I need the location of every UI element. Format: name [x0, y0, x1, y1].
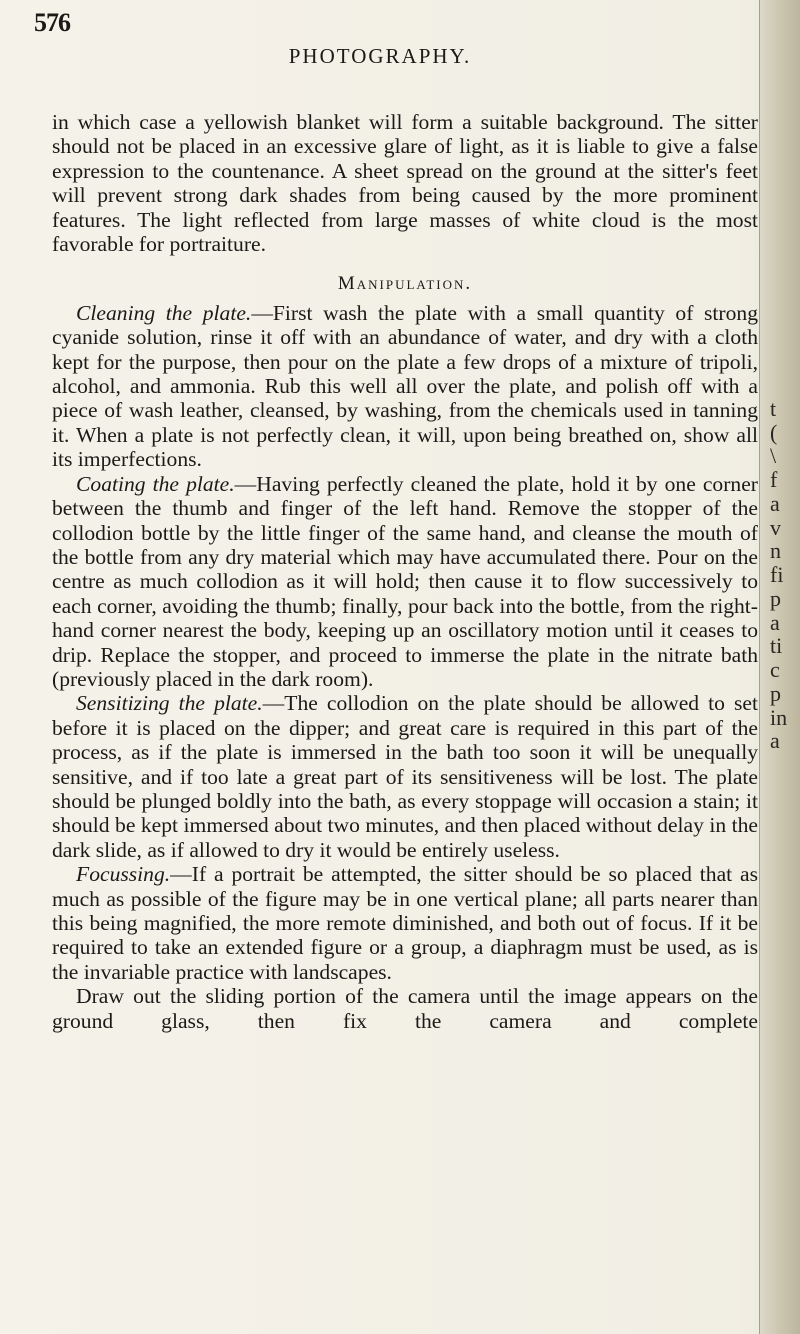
edge-fragment: n	[770, 538, 781, 563]
edge-fragment: ti	[770, 633, 783, 658]
paragraph-draw-out	[52, 984, 758, 1033]
paragraph-sensitizing	[52, 691, 758, 862]
edge-fragment: p	[770, 586, 781, 611]
paragraph-cleaning	[52, 301, 758, 472]
paragraph-lead: Sensitizing the plate.	[76, 691, 263, 716]
edge-fragment: in	[770, 705, 788, 730]
paragraph-lead: Coating the plate.	[76, 471, 235, 496]
paragraph-text: —If a portrait be attempted, the sitter should be so placed that as much as possible of the figure may be in one vertical plane; all parts nearer than this being magnified, the more remote diminished, and both out of focus. If it be required to take an extended figure or a group, a diaphragm must be used, as is the invariable practice with landscapes.	[52, 862, 758, 984]
edge-fragment: c	[770, 657, 780, 682]
paragraph-text: —First wash the plate with a small quantity of strong cyanide solution, rinse it off with an abundance of water, and dry with a cloth kept for the purpose, then pour on the plate a few drops of a mixture of tripoli, alcohol, and ammonia. Rub this well all over the plate, and polish off with a piece of wash leather, cleansed, by washing, from the chemicals used in tanning it. When a plate is not perfectly clean, it will, upon being breathed on, show all its imperfections.	[52, 300, 758, 472]
page-number: 576	[34, 8, 70, 37]
edge-fragment: \	[770, 443, 777, 468]
running-head: PHOTOGRAPHY.	[288, 44, 472, 68]
paragraph-focussing	[52, 862, 758, 984]
edge-fragment: f	[770, 467, 778, 492]
paragraph-text: —Having perfectly cleaned the plate, hold it by one corner between the thumb and finger of the left hand. Remove the stopper of the collodion bottle by the little finger of the same hand, and cleanse the mouth of the bottle from any dry material which may have accumulated there. Pour on the centre as much collodion as it will hold; then cause it to flow successively to each corner, avoiding the thumb; finally, pour back into the bottle, from the right-hand corner nearest the body, keeping up an oscillatory motion until it ceases to drip. Replace the stopper, and proceed to immerse the plate in the nitrate bath (previously placed in the dark room).	[52, 471, 758, 691]
edge-fragment: a	[770, 491, 780, 516]
intro-paragraph: in which case a yellowish blanket will form a suitable background. The sitter should not be placed in an excessive glare of light, as it is liable to give a false expression to the countenance. A sheet spread on the ground at the sitter's feet will prevent strong dark shades from being caused by the more prominent features. The light reflected from large masses of white cloud is the most favorable for portraiture.	[52, 110, 758, 257]
edge-fragment: a	[770, 728, 780, 753]
paragraph-text: Draw out the sliding portion of the camera until the image appears on the ground glass, then fix the camera and complete	[52, 984, 758, 1033]
edge-fragment: v	[770, 515, 781, 540]
body-text	[52, 110, 758, 1033]
edge-fragment: a	[770, 610, 780, 635]
adjacent-page-edge	[759, 0, 800, 1334]
paragraph-coating	[52, 472, 758, 692]
paragraph-text: —The collodion on the plate should be allowed to set before it is placed on the dipper; and great care is required in this part of the process, as if the plate is immersed in the bath too soon it will be unequally sensitive, and if too late a great part of its sensitiveness will be lost. The plate should be plunged boldly into the bath, as every stoppage will occasion a stain; it should be kept immersed about two minutes, and then placed without delay in the dark slide, as if allowed to dry it would be entirely useless.	[52, 691, 758, 862]
edge-fragment: t	[770, 396, 777, 421]
paragraph-lead: Focussing.	[76, 862, 171, 887]
section-heading: Manipulation.	[337, 273, 473, 295]
paragraph-lead: Cleaning the plate.	[76, 300, 252, 325]
edge-fragment: fi	[770, 562, 784, 587]
edge-fragment: (	[770, 420, 778, 445]
edge-fragment: p	[770, 681, 781, 706]
